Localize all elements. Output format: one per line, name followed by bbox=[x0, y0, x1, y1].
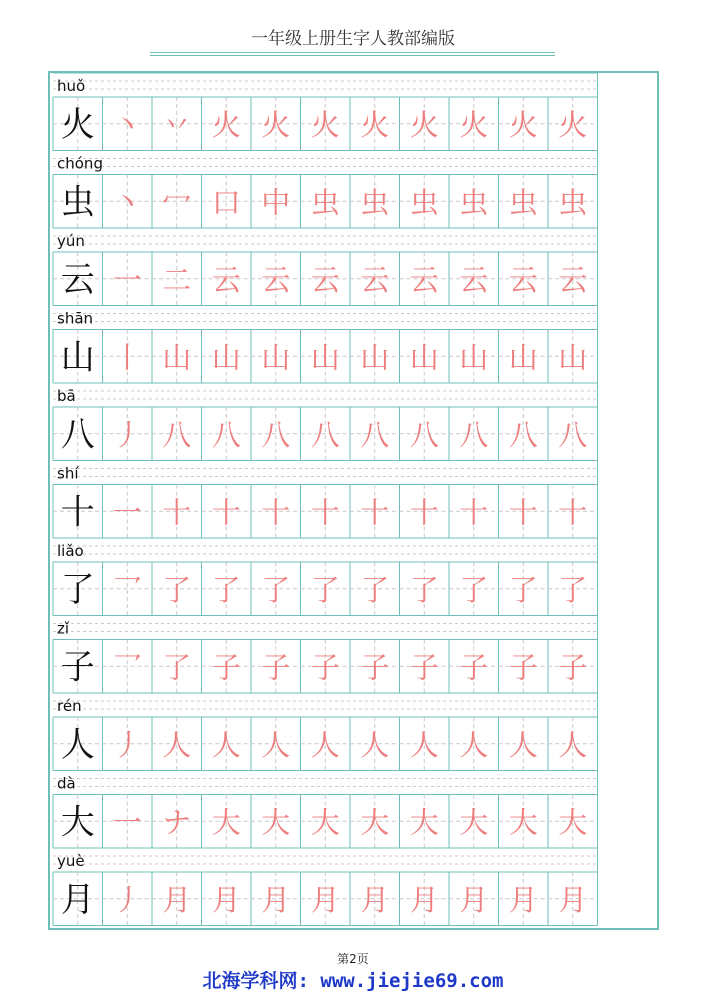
stroke-order-step: 十 bbox=[162, 495, 192, 530]
stroke-order-step: 一 bbox=[112, 262, 142, 297]
stroke-order-step: 丶 bbox=[112, 107, 142, 142]
stroke-order-step: 了 bbox=[162, 650, 192, 685]
stroke-order-step: 八 bbox=[162, 417, 192, 452]
stroke-order-step: 云 bbox=[360, 262, 390, 297]
stroke-order-step: 大 bbox=[360, 805, 390, 840]
site-watermark: 北海学科网: www.jiejie69.com bbox=[202, 970, 504, 992]
stroke-order-step: 大 bbox=[310, 805, 340, 840]
stroke-order-step: 十 bbox=[558, 495, 588, 530]
model-character: 八 bbox=[60, 414, 95, 455]
stroke-order-step: 火 bbox=[310, 107, 340, 142]
stroke-order-step: 云 bbox=[261, 262, 291, 297]
stroke-order-step: ナ bbox=[162, 805, 192, 840]
pinyin-label: chóng bbox=[57, 154, 103, 173]
stroke-order-step: 子 bbox=[508, 650, 538, 685]
stroke-order-step: 山 bbox=[261, 340, 291, 375]
title-underline-bottom bbox=[150, 55, 555, 56]
stroke-order-step: 中 bbox=[261, 185, 291, 220]
stroke-order-step: 大 bbox=[261, 805, 291, 840]
stroke-order-step: 十 bbox=[211, 495, 241, 530]
stroke-order-step: 了 bbox=[558, 572, 588, 607]
stroke-order-step: 月 bbox=[508, 882, 538, 917]
stroke-order-step: 十 bbox=[409, 495, 439, 530]
stroke-order-step: 子 bbox=[310, 650, 340, 685]
stroke-order-step: 了 bbox=[211, 572, 241, 607]
stroke-order-step: 人 bbox=[360, 727, 390, 762]
stroke-order-step: 月 bbox=[261, 882, 291, 917]
stroke-order-step: 火 bbox=[409, 107, 439, 142]
stroke-order-step: 子 bbox=[261, 650, 291, 685]
stroke-order-step: 人 bbox=[310, 727, 340, 762]
model-character: 人 bbox=[60, 724, 95, 765]
character-row bbox=[53, 383, 598, 461]
stroke-order-step: 八 bbox=[459, 417, 489, 452]
pinyin-label: yún bbox=[57, 232, 85, 250]
model-character: 火 bbox=[60, 104, 95, 145]
stroke-order-step: 子 bbox=[459, 650, 489, 685]
stroke-order-step: 月 bbox=[360, 882, 390, 917]
stroke-order-step: 山 bbox=[508, 340, 538, 375]
stroke-order-step: 了 bbox=[261, 572, 291, 607]
stroke-order-step: 子 bbox=[409, 650, 439, 685]
stroke-order-step: 人 bbox=[162, 727, 192, 762]
pinyin-label: rén bbox=[57, 697, 82, 715]
character-row bbox=[53, 461, 598, 539]
stroke-order-step: 火 bbox=[508, 107, 538, 142]
stroke-order-step: 虫 bbox=[508, 185, 538, 220]
stroke-order-step: 了 bbox=[310, 572, 340, 607]
pinyin-label: yuè bbox=[57, 852, 85, 870]
character-row bbox=[53, 151, 598, 229]
stroke-order-step: 山 bbox=[310, 340, 340, 375]
stroke-order-step: 云 bbox=[310, 262, 340, 297]
stroke-order-step: 山 bbox=[409, 340, 439, 375]
pinyin-label: bā bbox=[57, 387, 76, 405]
pinyin-label: huǒ bbox=[57, 77, 86, 95]
pinyin-label: shí bbox=[57, 464, 79, 483]
stroke-order-step: 山 bbox=[211, 340, 241, 375]
stroke-order-step: 月 bbox=[211, 882, 241, 917]
stroke-order-step: 人 bbox=[558, 727, 588, 762]
stroke-order-step: 八 bbox=[261, 417, 291, 452]
stroke-order-step: 八 bbox=[409, 417, 439, 452]
stroke-order-step: 了 bbox=[508, 572, 538, 607]
stroke-order-step: 八 bbox=[211, 417, 241, 452]
stroke-order-step: 十 bbox=[310, 495, 340, 530]
stroke-order-step: 火 bbox=[459, 107, 489, 142]
pinyin-label: zǐ bbox=[57, 619, 70, 638]
stroke-order-step: 丿 bbox=[112, 727, 142, 762]
stroke-order-step: 了 bbox=[360, 572, 390, 607]
stroke-order-step: 月 bbox=[459, 882, 489, 917]
stroke-order-step: 山 bbox=[459, 340, 489, 375]
character-row bbox=[53, 693, 598, 771]
stroke-order-step: 山 bbox=[360, 340, 390, 375]
stroke-order-step: 大 bbox=[558, 805, 588, 840]
stroke-order-step: 十 bbox=[261, 495, 291, 530]
practice-grid bbox=[50, 73, 657, 928]
stroke-order-step: 火 bbox=[211, 107, 241, 142]
character-row bbox=[53, 228, 598, 306]
stroke-order-step: 丷 bbox=[162, 107, 192, 142]
stroke-order-step: 了 bbox=[162, 572, 192, 607]
stroke-order-step: 虫 bbox=[409, 185, 439, 220]
stroke-order-step: 大 bbox=[409, 805, 439, 840]
stroke-order-step: 虫 bbox=[310, 185, 340, 220]
stroke-order-step: 丨 bbox=[112, 340, 142, 375]
stroke-order-step: 八 bbox=[360, 417, 390, 452]
model-character: 十 bbox=[60, 492, 95, 533]
page-number: 第2页 bbox=[337, 952, 369, 966]
stroke-order-step: 山 bbox=[558, 340, 588, 375]
stroke-order-step: 火 bbox=[261, 107, 291, 142]
model-character: 了 bbox=[60, 569, 95, 610]
pinyin-label: liǎo bbox=[57, 542, 84, 560]
stroke-order-step: 人 bbox=[409, 727, 439, 762]
model-character: 云 bbox=[60, 259, 95, 300]
stroke-order-step: 一 bbox=[112, 495, 142, 530]
stroke-order-step: 乛 bbox=[112, 650, 142, 685]
stroke-order-step: 火 bbox=[558, 107, 588, 142]
stroke-order-step: 人 bbox=[211, 727, 241, 762]
stroke-order-step: 虫 bbox=[459, 185, 489, 220]
character-row bbox=[53, 73, 598, 151]
stroke-order-step: 月 bbox=[310, 882, 340, 917]
stroke-order-step: 八 bbox=[558, 417, 588, 452]
stroke-order-step: 口 bbox=[211, 185, 241, 220]
stroke-order-step: 月 bbox=[558, 882, 588, 917]
stroke-order-step: 二 bbox=[162, 262, 192, 297]
stroke-order-step: 乛 bbox=[112, 572, 142, 607]
character-row bbox=[53, 538, 598, 616]
stroke-order-step: 八 bbox=[310, 417, 340, 452]
stroke-order-step: 月 bbox=[409, 882, 439, 917]
pinyin-label: dà bbox=[57, 774, 76, 793]
stroke-order-step: 山 bbox=[162, 340, 192, 375]
stroke-order-step: 子 bbox=[360, 650, 390, 685]
stroke-order-step: 云 bbox=[558, 262, 588, 297]
stroke-order-step: 人 bbox=[508, 727, 538, 762]
stroke-order-step: 虫 bbox=[360, 185, 390, 220]
title-underline-top bbox=[150, 52, 555, 53]
stroke-order-step: 火 bbox=[360, 107, 390, 142]
model-character: 虫 bbox=[60, 182, 95, 223]
stroke-order-step: 十 bbox=[508, 495, 538, 530]
stroke-order-step: 丿 bbox=[112, 417, 142, 452]
stroke-order-step: 子 bbox=[558, 650, 588, 685]
stroke-order-step: 一 bbox=[112, 805, 142, 840]
character-row bbox=[53, 848, 598, 926]
stroke-order-step: 人 bbox=[459, 727, 489, 762]
practice-sheet-frame bbox=[48, 71, 659, 930]
stroke-order-step: 大 bbox=[459, 805, 489, 840]
stroke-order-step: 冖 bbox=[162, 185, 192, 220]
character-row bbox=[53, 616, 598, 694]
stroke-order-step: 虫 bbox=[558, 185, 588, 220]
model-character: 大 bbox=[60, 802, 95, 843]
model-character: 月 bbox=[60, 879, 95, 920]
stroke-order-step: 了 bbox=[459, 572, 489, 607]
stroke-order-step: 丿 bbox=[112, 882, 142, 917]
stroke-order-step: 八 bbox=[508, 417, 538, 452]
stroke-order-step: 云 bbox=[508, 262, 538, 297]
stroke-order-step: 云 bbox=[409, 262, 439, 297]
pinyin-label: shān bbox=[57, 309, 94, 328]
model-character: 山 bbox=[60, 337, 95, 378]
model-character: 子 bbox=[60, 647, 95, 688]
character-row bbox=[53, 306, 598, 384]
stroke-order-step: 云 bbox=[459, 262, 489, 297]
character-row bbox=[53, 771, 598, 849]
stroke-order-step: 人 bbox=[261, 727, 291, 762]
stroke-order-step: 大 bbox=[211, 805, 241, 840]
stroke-order-step: 丶 bbox=[112, 185, 142, 220]
stroke-order-step: 子 bbox=[211, 650, 241, 685]
stroke-order-step: 大 bbox=[508, 805, 538, 840]
stroke-order-step: 了 bbox=[409, 572, 439, 607]
stroke-order-step: 云 bbox=[211, 262, 241, 297]
stroke-order-step: 十 bbox=[459, 495, 489, 530]
stroke-order-step: 十 bbox=[360, 495, 390, 530]
page-title: 一年级上册生字人教部编版 bbox=[251, 29, 455, 49]
stroke-order-step: 月 bbox=[162, 882, 192, 917]
